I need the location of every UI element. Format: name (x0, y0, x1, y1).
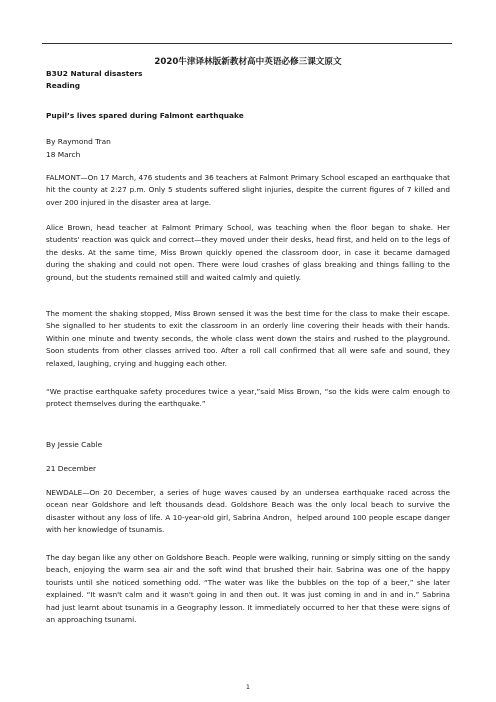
article-title: Pupil’s lives spared during Falmont earthquake (46, 111, 244, 120)
date: 21 December (46, 464, 97, 473)
section-heading: Reading (46, 81, 81, 90)
unit-heading: B3U2 Natural disasters (46, 69, 143, 78)
page-number: 1 (245, 683, 251, 691)
paragraph: The day began like any other on Goldshore Beach. People were walking, running or simply sitting on the sandy beach, enjoying the warm sea air and the soft wind that brushed their hair. Sabrina was one of the happy tourists until she noticed something odd. “The water was like the bubbles on the top of a beer,” she later explained. “It wasn't calm and it wasn't going in and then out. It was just coming in and in and in.” Sabrina had just learnt about tsunamis in a Geography lesson. It immediately occurred to her that these were signs of an approaching tsunami. (46, 553, 450, 625)
byline: By Raymond Tran (46, 137, 111, 146)
paragraph: NEWDALE—On 20 December, a series of huge waves caused by an undersea earthquake raced across the ocean near Goldshore and left thousands dead. Goldshore Beach was the only local beach to survive the disaster without any loss of life. A 10-year-old girl, Sabrina Andron，helped around 100 people escape danger with her knowledge of tsunamis. (46, 488, 450, 535)
paragraph: Alice Brown, head teacher at Falmont Primary School, was teaching when the floor began to shake. Her students' reaction was quick and correct—they moved under their desks, head first, and held on to the legs of the desks. At the same time, Miss Brown quickly opened the classroom door, in case it became damaged during the shaking and could not open. There were loud crashes of glass breaking and things falling to the ground, but the students remained still and waited calmly and quietly. (46, 223, 450, 282)
paragraph: “We practise earthquake safety procedures twice a year,”said Miss Brown, “so the kids were calm enough to protect themselves during the earthquake.” (46, 387, 450, 409)
header-rule (42, 43, 452, 44)
byline: By Jessie Cable (46, 440, 103, 449)
paragraph: FALMONT—On 17 March, 476 students and 36 teachers at Falmont Primary School escaped an earthquake that hit the county at 2:27 p.m. Only 5 students suffered slight injuries, despite the current figures of 7 killed and over 200 injured in the disaster area at large. (46, 173, 450, 207)
paragraph: The moment the shaking stopped, Miss Brown sensed it was the best time for the class to make their escape. She signalled to her students to exit the classroom in an orderly line covering their heads with their hands. Within one minute and twenty seconds, the whole class went down the stairs and rushed to the playground. Soon students from other classes arrived too. After a roll call confirmed that all were safe and sound, they relaxed, laughing, crying and hugging each other. (46, 309, 450, 368)
document-title: 2020牛津译林版新教材高中英语必修三课文原文 (154, 57, 342, 67)
date: 18 March (46, 150, 81, 159)
